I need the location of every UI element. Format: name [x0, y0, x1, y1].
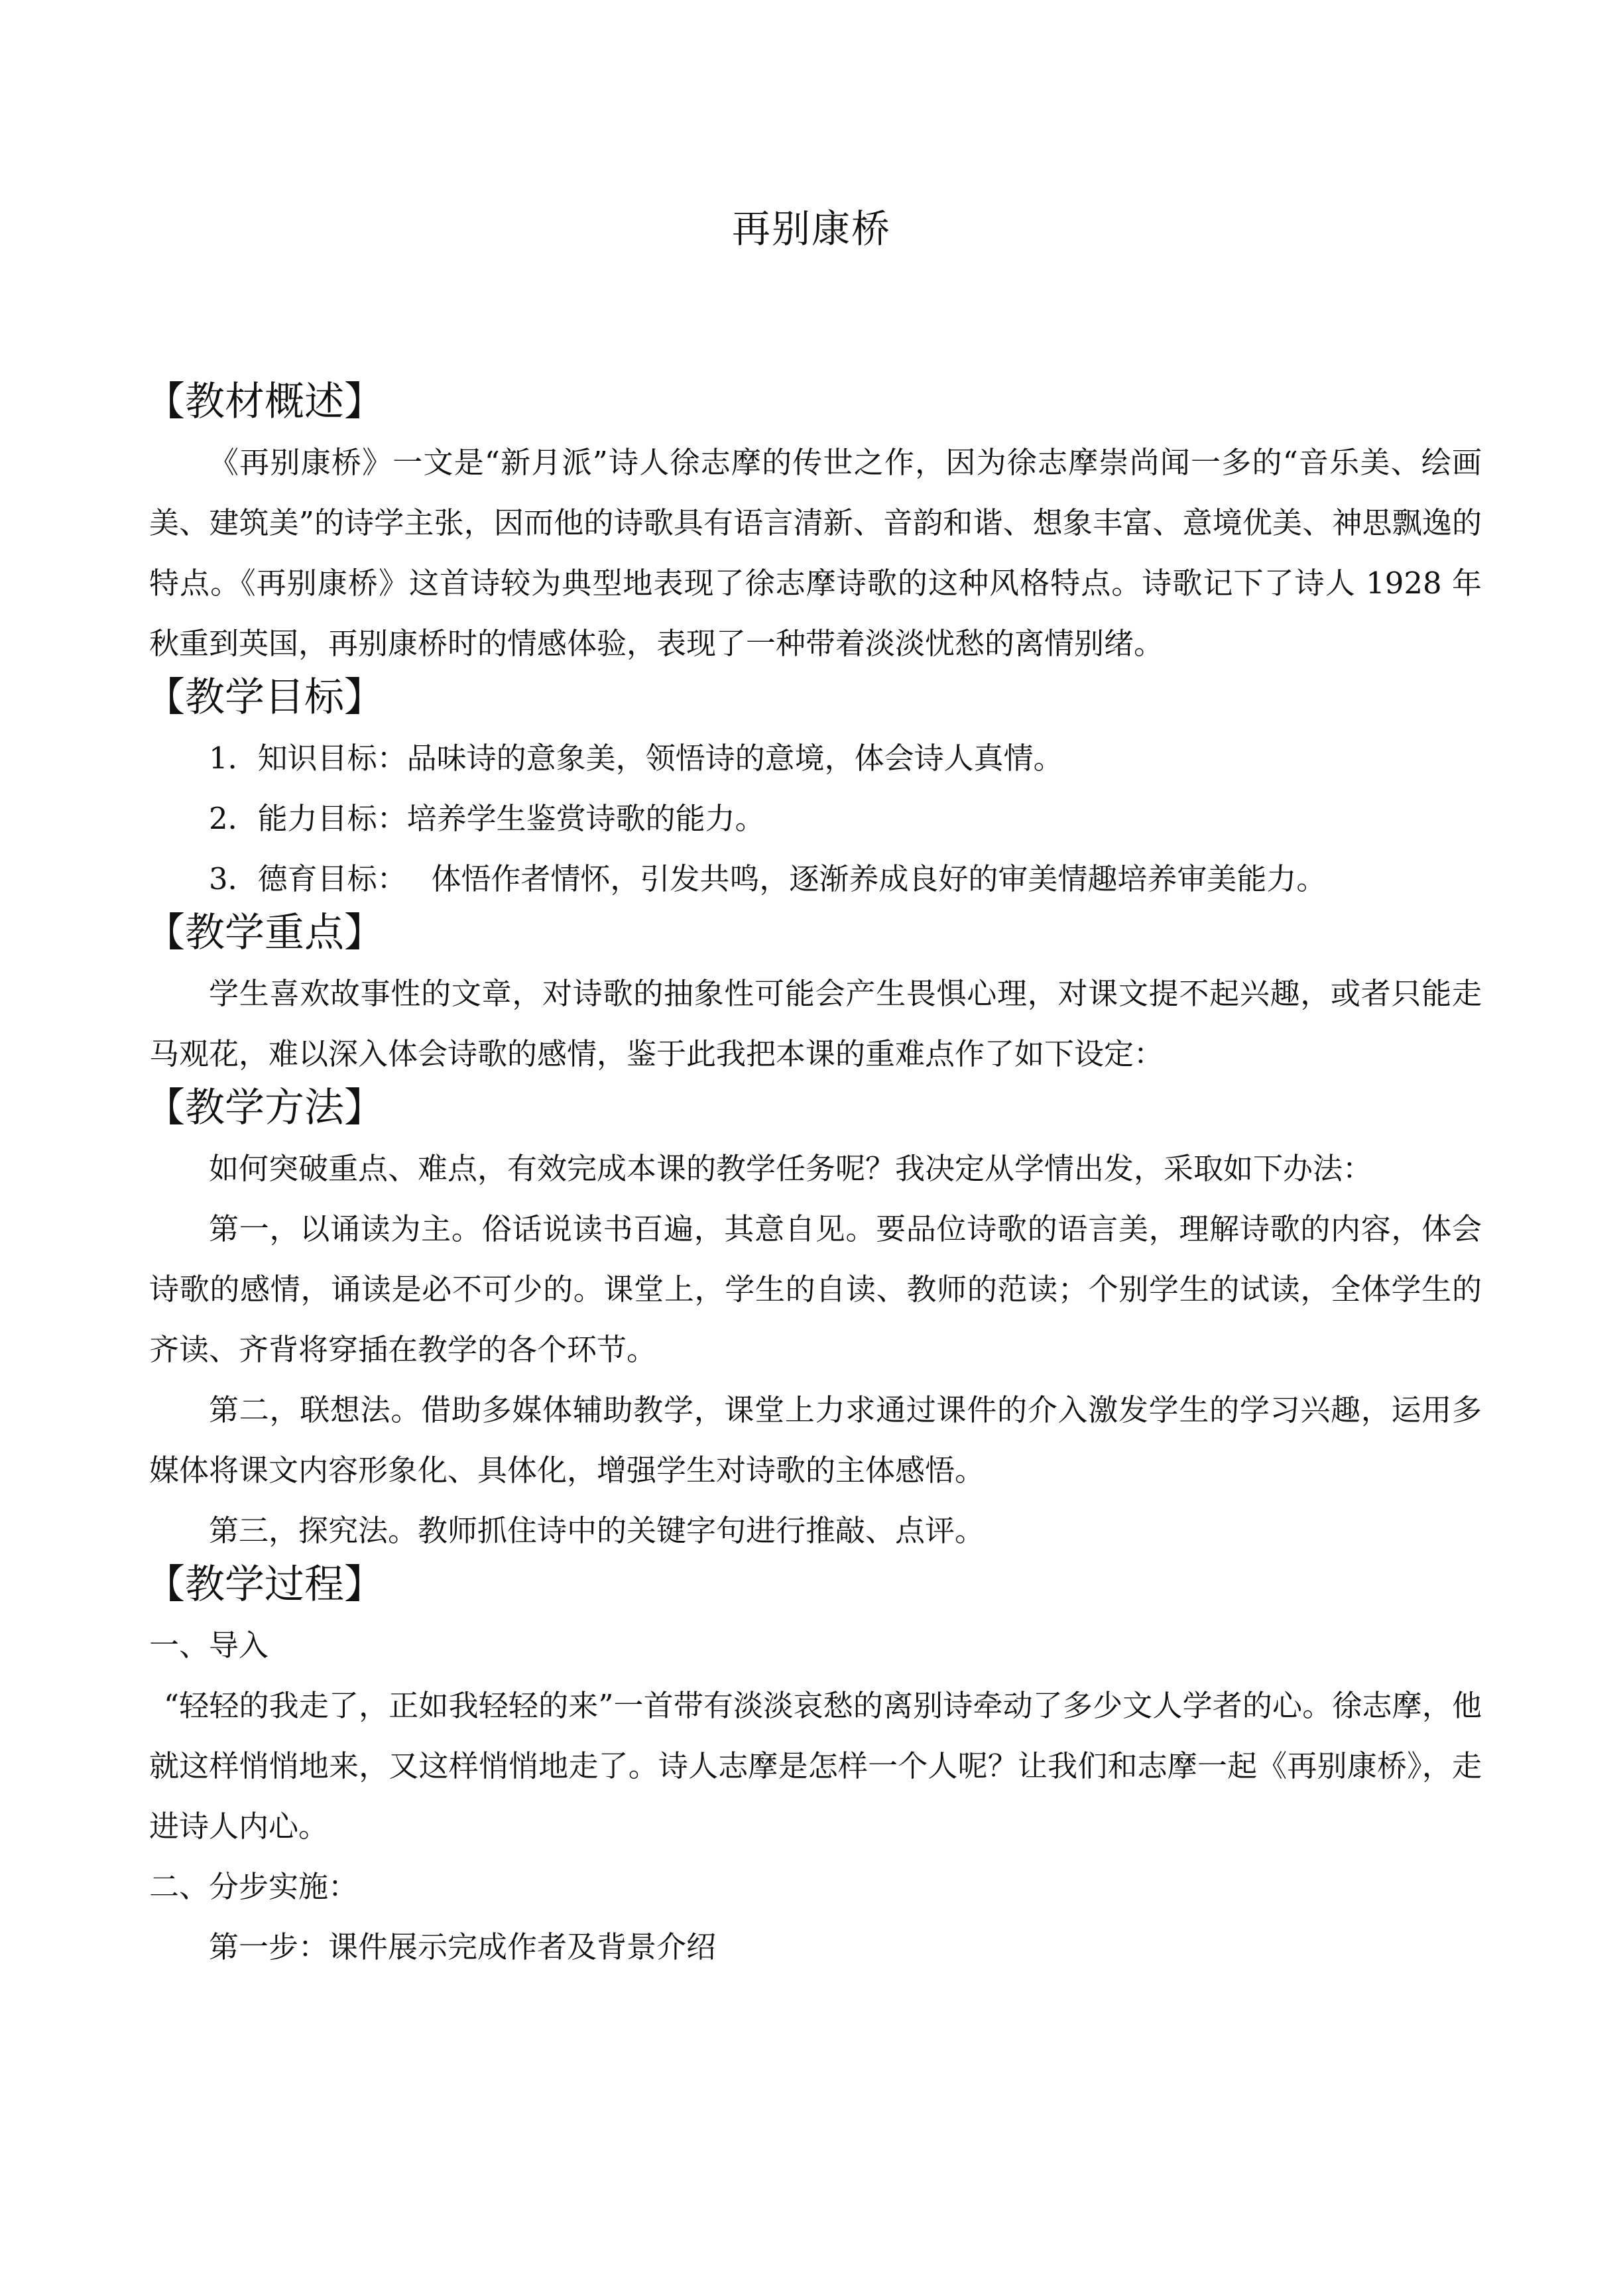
methods-intro-paragraph: 如何突破重点、难点，有效完成本课的教学任务呢？我决定从学情出发，采取如下办法：	[209, 1151, 1373, 1186]
process-intro-paragraph: “轻轻的我走了，正如我轻轻的来”一首带有淡淡哀愁的离别诗牵动了多少文人学者的心。徐志摩，他就这样悄悄地来，又这样悄悄地走了。诗人志摩是怎样一个人呢？让我们和志摩一起《再别康桥》，走进诗人内心。	[149, 1688, 1482, 1844]
methods-association-paragraph: 第二，联想法。借助多媒体辅助教学，课堂上力求通过课件的介入激发学生的学习兴趣，运用多媒体将课文内容形象化、具体化，增强学生对诗歌的主体感悟。	[149, 1392, 1482, 1488]
goal-item-ability: 2．能力目标：培养学生鉴赏诗歌的能力。	[209, 801, 765, 836]
goal-item-knowledge: 1．知识目标：品味诗的意象美，领悟诗的意境，体会诗人真情。	[209, 741, 1063, 776]
process-subheading-steps: 二、分步实施：	[149, 1869, 359, 1904]
section-heading-overview: 【教材概述】	[145, 379, 384, 425]
section-heading-process: 【教学过程】	[145, 1561, 384, 1608]
process-subheading-intro: 一、导入	[149, 1628, 269, 1663]
section-heading-focus: 【教学重点】	[145, 910, 384, 956]
methods-inquiry-paragraph: 第三，探究法。教师抓住诗中的关键字句进行推敲、点评。	[209, 1513, 985, 1548]
section-heading-methods: 【教学方法】	[145, 1085, 384, 1131]
document-body	[145, 378, 1482, 1977]
page-title: 再别康桥	[731, 206, 891, 251]
process-step-one: 第一步：课件展示完成作者及背景介绍	[209, 1929, 717, 1964]
overview-paragraph: 《再别康桥》一文是“新月派”诗人徐志摩的传世之作，因为徐志摩崇尚闻一多的“音乐美、绘画美、建筑美”的诗学主张，因而他的诗歌具有语言清新、音韵和谐、想象丰富、意境优美、神思飘逸的特点。《再别康桥》这首诗较为典型地表现了徐志摩诗歌的这种风格特点。诗歌记下了诗人 1928 年秋重到英国，再别康桥时的情感体验，表现了一种带着淡淡忧愁的离情别绪。	[149, 445, 1482, 661]
methods-reading-paragraph: 第一，以诵读为主。俗话说读书百遍，其意自见。要品位诗歌的语言美，理解诗歌的内容，体会诗歌的感情，诵读是必不可少的。课堂上，学生的自读、教师的范读；个别学生的试读，全体学生的齐读、齐背将穿插在教学的各个环节。	[149, 1211, 1482, 1367]
goal-item-moral: 3．德育目标： 体悟作者情怀，引发共鸣，逐渐养成良好的审美情趣培养审美能力。	[209, 861, 1327, 896]
focus-paragraph: 学生喜欢故事性的文章，对诗歌的抽象性可能会产生畏惧心理，对课文提不起兴趣，或者只能走马观花，难以深入体会诗歌的感情，鉴于此我把本课的重难点作了如下设定：	[149, 976, 1482, 1071]
section-heading-goals: 【教学目标】	[145, 674, 384, 721]
